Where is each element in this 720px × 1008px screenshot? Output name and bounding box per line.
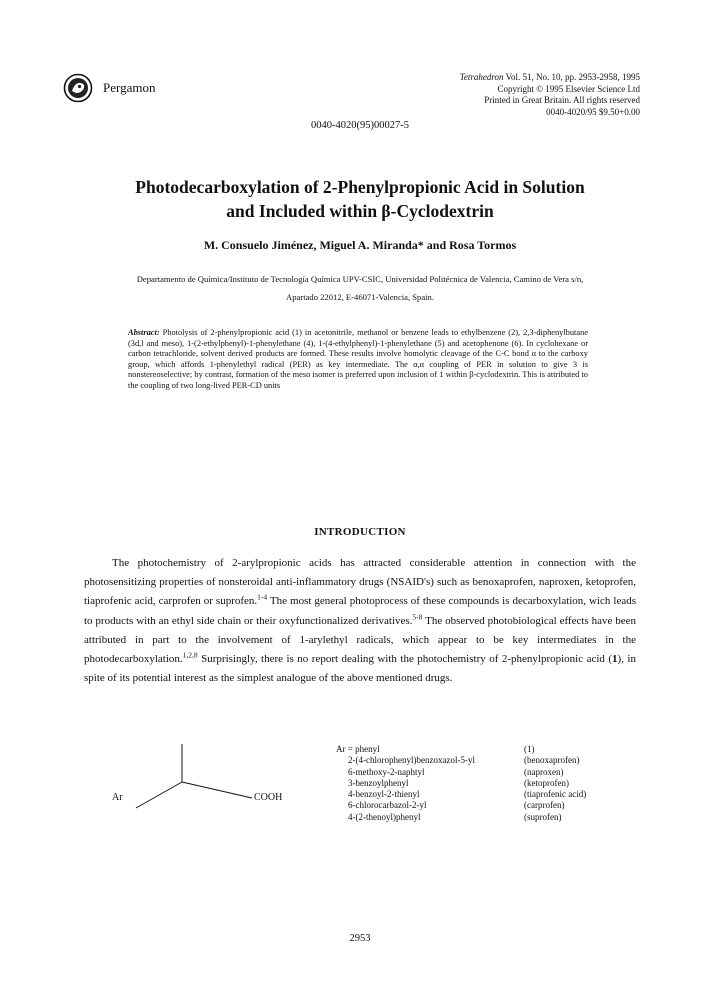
compound-code: (1) xyxy=(524,744,535,754)
journal-citation xyxy=(460,72,640,84)
citation-ref: 1,2,8 xyxy=(182,650,198,660)
section-heading-introduction: INTRODUCTION xyxy=(314,526,406,538)
title-line-1: Photodecarboxylation of 2-Phenylpropionic Acid in Solution xyxy=(135,177,585,197)
ar-label: Ar xyxy=(112,792,123,803)
pergamon-logo-icon xyxy=(63,73,93,103)
publisher-name: Pergamon xyxy=(103,80,156,95)
compound-code: (ketoprofen) xyxy=(524,777,569,788)
compound-code: (carprofen) xyxy=(524,800,565,811)
copyright-line: Copyright © 1995 Elsevier Science Ltd xyxy=(497,83,640,94)
substituent-name: 3-benzoylphenyl xyxy=(348,777,409,788)
cooh-label: COOH xyxy=(254,792,283,803)
substituent-name: 4-benzoyl-2-thienyl xyxy=(348,789,420,800)
publisher-logo-block xyxy=(63,72,243,104)
citation-ref: 1-4 xyxy=(257,592,268,602)
affiliation-line-2: Apartado 22012, E-46071-Valencia, Spain. xyxy=(286,292,434,302)
article-title xyxy=(80,175,640,223)
authors: M. Consuelo Jiménez, Miguel A. Miranda* and Rosa Tormos xyxy=(203,238,517,252)
journal-name: Tetrahedron xyxy=(459,72,504,82)
intro-text-1: The photochemistry of 2-arylpropionic acids has attracted considerable attention in connection with the photosensitizing properties of nonsteroidal anti-inflammatory drugs (NSAID's) such as benoxaprofen, naproxen, ketoprofen, tiaprofenic acid, carprofen or suprofen. xyxy=(84,557,636,608)
intro-text-2: The most general photoprocess of these compounds is decarboxylation, wich leads to products with an ethyl side chain or their oxyfunctionalized derivatives. xyxy=(84,595,636,627)
list-item xyxy=(336,800,634,811)
list-item xyxy=(336,755,634,766)
list-item xyxy=(336,789,634,800)
list-item xyxy=(336,767,634,778)
substituent-name: 4-(2-thenoyl)phenyl xyxy=(348,811,421,822)
compound-code: (naproxen) xyxy=(524,766,564,777)
substituent-name: 6-chlorocarbazol-2-yl xyxy=(348,800,427,811)
title-line-2: and Included within β-Cyclodextrin xyxy=(226,201,494,221)
chemical-structure-diagram xyxy=(96,744,336,822)
abstract-text: Photolysis of 2-phenylpropionic acid (1) in acetonitrile, methanol or benzene leads to ethylbenzene (2), 2,3-diphenylbutane (3d,l and meso), 1-(2-ethylphenyl)-1-phenylethane (4), 1-(4-ethylphenyl)-1-phenylethane (5) and acetophenone (6). In cyclohexane or carbon tetrachloride, solvent derived products are formed. These results involve homolytic cleavage of the C-C bond α to the carboxy group, which affords 1-phenylethyl radical (PER) as key intermediate. The α,α coupling of PER in solution to give 3 is nonstereoselective; by contrast, formation of the meso isomer is preferred upon inclusion of 1 within β-cyclodextrin. This is attributed to the coupling of two long-lived PER-CD units xyxy=(128,328,589,390)
carboxyl-bond xyxy=(182,782,252,798)
introduction-paragraph xyxy=(84,554,636,688)
aryl-bond xyxy=(136,782,182,808)
journal-info xyxy=(460,72,640,118)
page-number: 2953 xyxy=(349,933,371,944)
substituent-name: Ar = phenyl xyxy=(336,744,380,754)
abstract-label: Abstract: xyxy=(128,328,160,337)
substituent-name: 6-methoxy-2-naphtyl xyxy=(348,766,425,777)
intro-text-5: ), in spite of its potential interest as the simplest analogue of the above mentioned drugs. xyxy=(84,653,636,685)
list-item xyxy=(336,812,634,823)
citation-ref: 5-8 xyxy=(412,611,423,621)
journal-volume: Vol. 51, No. 10, pp. 2953-2958, 1995 xyxy=(503,72,640,82)
compound-number: 1 xyxy=(612,653,618,666)
printed-line: Printed in Great Britain. All rights reserved xyxy=(484,95,640,105)
substituent-name: 2-(4-chlorophenyl)benzoxazol-5-yl xyxy=(348,755,475,766)
doi: 0040-4020(95)00027-5 xyxy=(311,120,409,131)
intro-text-4: Surprisingly, there is no report dealing with the photochemistry of 2-phenylpropionic acid ( xyxy=(197,653,613,666)
substituent-list xyxy=(336,744,634,823)
issn-price: 0040-4020/95 $9.50+0.00 xyxy=(546,106,640,117)
list-item xyxy=(336,744,634,755)
abstract xyxy=(128,328,588,392)
compound-code: (benoxaprofen) xyxy=(524,755,580,766)
list-item xyxy=(336,778,634,789)
intro-text-3: The observed photobiological effects have been attributed in part to the involvement of 1-arylethyl radicals, which appear to be key intermediates in the photodecarboxylation. xyxy=(84,614,636,666)
affiliation-line-1: Departamento de Química/Instituto de Tecnología Química UPV-CSIC, Universidad Politécnica de Valencia, Camino de Vera s/n, xyxy=(136,274,584,284)
compound-code: (tiaprofenic acid) xyxy=(524,789,587,800)
compound-code: (suprofen) xyxy=(524,811,562,822)
affiliation xyxy=(80,270,640,306)
